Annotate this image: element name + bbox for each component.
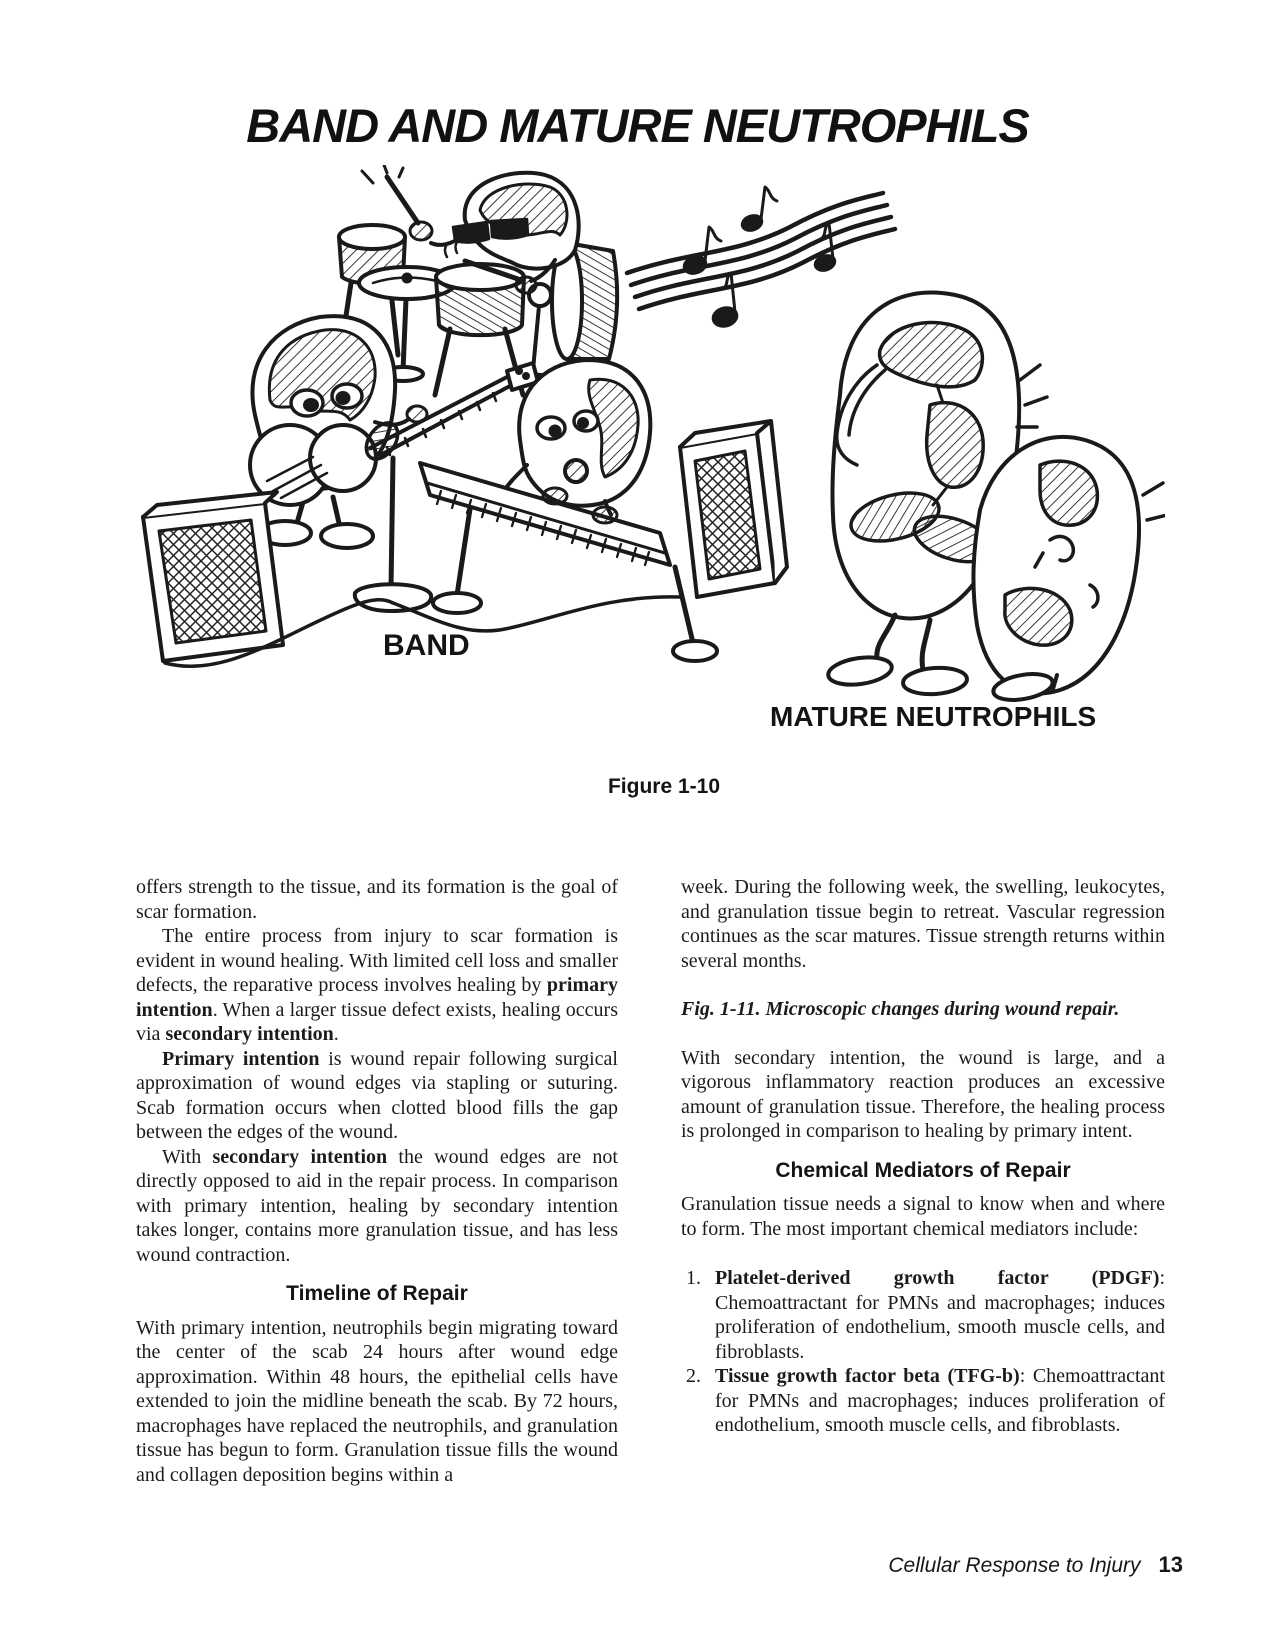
paragraph: The entire process from injury to scar formation is evident in wound healing. With limited cell loss and smaller defects, the reparative process involves healing by primary intention. When a larger tissue defect exists, healing occurs via secondary intention. xyxy=(136,925,618,1045)
paragraph: Primary intention is wound repair following surgical approximation of wound edges via stapling or suturing. Scab formation occurs when clotted blood fills the gap between the edges of the wound. xyxy=(136,1047,618,1143)
figure-1-10-illustration xyxy=(135,165,1165,710)
speaker-cabinet-left-icon xyxy=(143,492,283,661)
list-item: 2. Tissue growth factor beta (TFG-b): Chemoattractant for PMNs and macrophages; induces proliferation of endothelium, smooth muscle cells, and fibroblasts. xyxy=(686,1365,1165,1436)
paragraph: With secondary intention the wound edges are not directly opposed to aid in the repair process. In comparison with primary intention, healing by secondary intention takes longer, contains more granulation tissue, and has less wound contraction. xyxy=(136,1145,618,1266)
musical-notes-icon xyxy=(627,187,895,329)
microphone-stand-icon xyxy=(355,417,431,611)
page-footer xyxy=(888,1552,1183,1578)
band-label: BAND xyxy=(383,629,470,662)
section-heading: Timeline of Repair xyxy=(286,1282,468,1305)
paragraph: offers strength to the tissue, and its formation is the goal of scar formation. xyxy=(136,876,618,923)
figure-caption: Figure 1-10 xyxy=(607,775,721,798)
list-number: 1. xyxy=(686,1267,701,1289)
section-heading: Chemical Mediators of Repair xyxy=(775,1158,1071,1182)
speaker-cabinet-right-icon xyxy=(680,421,787,597)
paragraph: week. During the following week, the swelling, leukocytes, and granulation tissue begin to retreat. Vascular regression continues as the scar matures. Tissue strength returns within several months. xyxy=(681,876,1165,972)
list-number: 2. xyxy=(686,1365,701,1387)
mature-neutrophils-label: MATURE NEUTROPHILS xyxy=(770,701,1097,732)
left-text-column xyxy=(136,875,618,1487)
paragraph: With primary intention, neutrophils begin migrating toward the center of the scab 24 hours after wound edge approximation. Within 48 hours, the epithelial cells have extended to join the midline beneath the scab. By 72 hours, macrophages have replaced the neutrophils, and granulation tissue has begun to form. Granulation tissue fills the wound and collagen deposition begins within a xyxy=(136,1316,618,1486)
mature-neutrophil-icon xyxy=(973,437,1165,704)
paragraph: Granulation tissue needs a signal to know when and where to form. The most important chemical mediators include: xyxy=(681,1193,1165,1240)
chapter-title: Cellular Response to Injury xyxy=(888,1554,1141,1577)
figure-reference: Fig. 1-11. Microscopic changes during wound repair. xyxy=(681,998,1120,1020)
right-text-column xyxy=(681,875,1165,1438)
page-title: BAND AND MATURE NEUTROPHILS xyxy=(246,99,1029,152)
list-item: 1. Platelet-derived growth factor (PDGF): Chemoattractant for PMNs and macrophages; induces proliferation of endothelium, smooth muscle cells, and fibroblasts. xyxy=(686,1267,1165,1363)
paragraph: With secondary intention, the wound is large, and a vigorous inflammatory reaction produces an excessive amount of granulation tissue. Therefore, the healing process is prolonged in comparison to healing by primary intent. xyxy=(681,1046,1165,1142)
page-number: 13 xyxy=(1158,1552,1183,1577)
